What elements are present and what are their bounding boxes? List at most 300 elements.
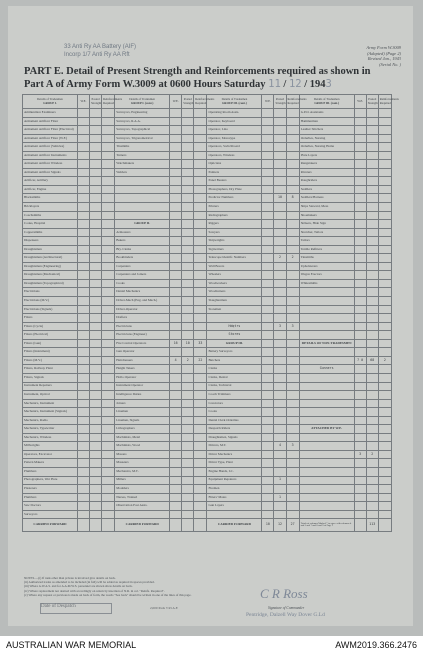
count-cell (194, 185, 207, 194)
count-cell (262, 237, 274, 246)
count-cell (182, 245, 194, 254)
count-cell (366, 134, 378, 143)
note-line: (v) Where any request or previous is made on back of form, the words "See back" should be written in one of the lines of this page. (24, 592, 192, 597)
count-cell (366, 117, 378, 126)
note-line: NOTES.—(i) If rank other than private is involved give details on back. (24, 576, 116, 580)
trade-label: Millers (115, 476, 170, 485)
count-cell (274, 365, 286, 374)
count-cell (182, 117, 194, 126)
count-cell (378, 476, 391, 485)
count-cell (102, 168, 115, 177)
count-cell (194, 391, 207, 400)
count-cell (286, 510, 299, 519)
count-cell (182, 391, 194, 400)
strength-table (22, 94, 399, 532)
table-row (23, 365, 392, 374)
count-cell (194, 203, 207, 212)
count-cell (262, 305, 274, 314)
count-cell (366, 220, 378, 229)
col-header-posted: Posted Strength (182, 95, 194, 109)
col-header-we: W.E. (77, 95, 89, 109)
trade-label: Observation Post Assts. (115, 502, 170, 511)
page-title: PART E. Detail of Present Strength and Reinforcements required as shown in Part A of Army Form W.3009 at 0600 Hours Saturday 11 / 12 / 1943 (24, 66, 371, 90)
trade-label: Lithographers (115, 425, 170, 434)
count-cell (194, 109, 207, 118)
trade-label: Intelligence Duties (115, 391, 170, 400)
trade-label (299, 476, 354, 485)
trade-label: Fitters' Mates (207, 493, 262, 502)
table-row (23, 109, 392, 118)
trade-label: Instrument Operator (115, 382, 170, 391)
count-cell (170, 177, 182, 186)
count-cell (274, 331, 286, 340)
count-cell (194, 168, 207, 177)
unit-stamp-line-1: 33 Anti Ry AA Battery (AIF) (64, 44, 137, 50)
trade-label: Saw Doctors (23, 502, 78, 511)
count-cell (77, 425, 89, 434)
trade-label: Fitters (Electrical) (23, 331, 78, 340)
table-row (23, 348, 392, 357)
count-cell (170, 109, 182, 118)
trade-label (299, 382, 354, 391)
count-cell (182, 297, 194, 306)
table-row (23, 425, 392, 434)
count-cell (170, 134, 182, 143)
count-cell (102, 185, 115, 194)
count-cell (194, 382, 207, 391)
count-cell (102, 425, 115, 434)
count-cell (286, 399, 299, 408)
trade-label: Driver Type, Plant (207, 459, 262, 468)
trade-label: Hairdressers (115, 356, 170, 365)
trade-label: Saddlers (299, 185, 354, 194)
count-cell (366, 271, 378, 280)
count-cell (182, 476, 194, 485)
count-cell (262, 442, 274, 451)
trade-label: Driver Mechanics (207, 450, 262, 459)
count-cell (89, 151, 101, 160)
count-cell (262, 271, 274, 280)
trade-label: Fitters (Cycle) (23, 322, 78, 331)
count-cell (77, 262, 89, 271)
count-cell (274, 348, 286, 357)
table-row (23, 254, 392, 263)
count-cell (89, 168, 101, 177)
count-cell (286, 476, 299, 485)
count-cell (182, 442, 194, 451)
trade-label: Bookbinders (115, 254, 170, 263)
title-text: PART E. Detail of Present Strength and Reinforcements required as shown in Part A of Army Form W.3009 at 0600 Hours Saturday (24, 66, 371, 90)
count-cell (262, 356, 274, 365)
count-cell (77, 510, 89, 519)
table-row (23, 134, 392, 143)
count-cell (274, 143, 286, 152)
count-cell (194, 245, 207, 254)
count-cell (262, 297, 274, 306)
count-cell (354, 322, 366, 331)
count-cell (102, 391, 115, 400)
count-cell (89, 288, 101, 297)
carried-total-value: 113 (366, 519, 378, 532)
count-cell (170, 245, 182, 254)
trade-label (207, 510, 262, 519)
count-cell (89, 399, 101, 408)
count-cell (286, 168, 299, 177)
trade-label: Operator, Keyboard (207, 117, 262, 126)
count-cell (262, 476, 274, 485)
count-cell (102, 408, 115, 417)
trade-label: Stretcher, Tailors (299, 228, 354, 237)
count-cell (262, 185, 274, 194)
count-cell (194, 134, 207, 143)
count-cell (89, 109, 101, 118)
trade-label: Artificer, Artillery (23, 177, 78, 186)
count-cell (378, 126, 391, 135)
count-cell (378, 425, 391, 434)
handwritten-value: 2 (286, 254, 299, 263)
count-cell (366, 365, 378, 374)
table-row (23, 262, 392, 271)
count-cell (274, 450, 286, 459)
trade-label: Strikers, Hide Sign (299, 220, 354, 229)
count-cell (89, 203, 101, 212)
trade-label: Saddlers/Harness (299, 194, 354, 203)
trade-label (299, 485, 354, 494)
count-cell (378, 459, 391, 468)
trade-label: Draughtsmen (Topographical) (23, 279, 78, 288)
count-cell (354, 502, 366, 511)
carried-total-value: 10 (262, 519, 274, 532)
count-cell (182, 485, 194, 494)
count-cell (170, 143, 182, 152)
trade-label: Masons (115, 450, 170, 459)
count-cell (194, 322, 207, 331)
count-cell (262, 194, 274, 203)
trade-label: Mechanics, Instrument (Signals) (23, 408, 78, 417)
count-cell (378, 450, 391, 459)
count-cell (354, 425, 366, 434)
count-cell (182, 433, 194, 442)
trade-label (299, 348, 354, 357)
count-cell (102, 373, 115, 382)
trade-label (299, 450, 354, 459)
count-cell (262, 134, 274, 143)
count-cell (102, 288, 115, 297)
form-notes (24, 576, 364, 597)
trade-label: Draughtsmen (Mechanical) (23, 271, 78, 280)
count-cell (170, 305, 182, 314)
count-cell (194, 373, 207, 382)
count-cell (274, 356, 286, 365)
count-cell (102, 382, 115, 391)
trade-label: Hollo Operator (115, 373, 170, 382)
table-row (23, 416, 392, 425)
count-cell (194, 510, 207, 519)
count-cell (170, 194, 182, 203)
count-cell (274, 109, 286, 118)
count-cell (378, 399, 391, 408)
table-row (23, 339, 392, 348)
trade-label (115, 177, 170, 186)
count-cell (182, 279, 194, 288)
count-cell (262, 348, 274, 357)
count-cell (102, 365, 115, 374)
count-cell (262, 382, 274, 391)
count-cell (89, 425, 101, 434)
count-cell (89, 194, 101, 203)
count-cell (274, 262, 286, 271)
handwritten-value: 3 (354, 450, 366, 459)
table-row (23, 450, 392, 459)
table-row (23, 126, 392, 135)
carried-total-value: 27 (286, 519, 299, 532)
count-cell (366, 399, 378, 408)
count-cell (366, 433, 378, 442)
count-cell (378, 442, 391, 451)
count-cell (194, 331, 207, 340)
count-cell (77, 339, 89, 348)
handwritten-value: 4 (170, 356, 182, 365)
count-cell (77, 228, 89, 237)
trade-label: Fitters (23, 314, 78, 323)
count-cell (77, 254, 89, 263)
count-cell (182, 348, 194, 357)
count-cell (170, 220, 182, 229)
count-cell (354, 408, 366, 417)
handwritten-value: 1 (274, 476, 286, 485)
count-cell (378, 467, 391, 476)
count-cell (262, 459, 274, 468)
count-cell (77, 519, 89, 532)
count-cell (102, 262, 115, 271)
trade-label: Coach Trimmers (207, 391, 262, 400)
trade-label: Riveters (299, 168, 354, 177)
count-cell (102, 305, 115, 314)
count-cell (354, 373, 366, 382)
count-cell (170, 203, 182, 212)
count-cell (77, 442, 89, 451)
count-cell (182, 203, 194, 212)
trade-label: Fitters (M.V.) (23, 356, 78, 365)
count-cell (286, 408, 299, 417)
count-cell (182, 519, 194, 532)
count-cell (274, 382, 286, 391)
count-cell (102, 194, 115, 203)
trade-label: Shipwrights (207, 237, 262, 246)
commander-signature: C R Ross (260, 586, 308, 601)
count-cell (378, 194, 391, 203)
count-cell (354, 339, 366, 348)
count-cell (378, 322, 391, 331)
count-cell (89, 442, 101, 451)
trade-label: Whitesmiths (299, 279, 354, 288)
unit-stamp (64, 44, 136, 59)
count-cell (378, 134, 391, 143)
count-cell (102, 502, 115, 511)
trade-label: Armament Artificer Fitter (Electrical) (23, 126, 78, 135)
count-cell (170, 262, 182, 271)
trade-label: Butchers (207, 356, 262, 365)
trade-label: Operator, Lino (207, 126, 262, 135)
count-cell (89, 339, 101, 348)
count-cell (182, 126, 194, 135)
count-cell (194, 442, 207, 451)
count-cell (89, 485, 101, 494)
count-cell (262, 510, 274, 519)
count-cell (274, 314, 286, 323)
table-row (23, 160, 392, 169)
count-cell (378, 203, 391, 212)
count-cell (378, 382, 391, 391)
count-cell (366, 425, 378, 434)
count-cell (194, 476, 207, 485)
count-cell (274, 305, 286, 314)
count-cell (366, 194, 378, 203)
count-cell (170, 450, 182, 459)
trade-label (299, 331, 354, 340)
count-cell (286, 348, 299, 357)
count-cell (354, 314, 366, 323)
count-cell (170, 237, 182, 246)
count-cell (366, 237, 378, 246)
trade-label: Panel Beaters (207, 177, 262, 186)
count-cell (354, 365, 366, 374)
trade-label (299, 399, 354, 408)
trade-label: Cooks, Hospital (23, 220, 78, 229)
count-cell (262, 416, 274, 425)
table-row (23, 143, 392, 152)
trade-label: Linemen (115, 408, 170, 417)
count-cell (354, 382, 366, 391)
count-cell (366, 510, 378, 519)
table-row (23, 408, 392, 417)
count-cell (77, 245, 89, 254)
count-cell (89, 433, 101, 442)
count-cell (378, 416, 391, 425)
count-cell (77, 331, 89, 340)
count-cell (378, 185, 391, 194)
count-cell (182, 237, 194, 246)
count-cell (194, 220, 207, 229)
trade-label (115, 510, 170, 519)
trade-label (299, 356, 354, 365)
count-cell (354, 151, 366, 160)
count-cell (77, 467, 89, 476)
carried-forward-label: CARRIED FORWARD (23, 519, 78, 532)
count-cell (182, 254, 194, 263)
count-cell (77, 220, 89, 229)
trade-label: Photographers, Dry Plate (207, 185, 262, 194)
table-row (23, 305, 392, 314)
trade-label: Draughtsmen, Signals (207, 433, 262, 442)
trade-label: Armament Artificer Signals (23, 168, 78, 177)
date-of-despatch-label: Date of Despatch (41, 604, 76, 609)
count-cell (262, 168, 274, 177)
count-cell (378, 339, 391, 348)
count-cell (274, 211, 286, 220)
count-cell (286, 416, 299, 425)
count-cell (262, 262, 274, 271)
count-cell (262, 211, 274, 220)
table-row (23, 271, 392, 280)
count-cell (170, 288, 182, 297)
count-cell (194, 459, 207, 468)
col-header-trade: Details of Tradesmen GROUP III. (cont.) (207, 95, 262, 109)
table-row (23, 314, 392, 323)
count-cell (182, 151, 194, 160)
count-cell (354, 279, 366, 288)
count-cell (274, 373, 286, 382)
count-cell (354, 211, 366, 220)
count-cell (354, 442, 366, 451)
count-cell (170, 467, 182, 476)
table-row (23, 203, 392, 212)
count-cell (274, 433, 286, 442)
count-cell (89, 356, 101, 365)
handwritten-value: 3 (274, 322, 286, 331)
handwritten-value: 3 (286, 442, 299, 451)
count-cell (286, 126, 299, 135)
count-cell (102, 254, 115, 263)
count-cell (182, 168, 194, 177)
table-row (23, 322, 392, 331)
count-cell (89, 254, 101, 263)
count-cell (182, 220, 194, 229)
note-line: (ii) Authorized trades as amended to be included (in full) will be added as required in spaces provided. (24, 580, 155, 585)
count-cell (378, 348, 391, 357)
count-cell (170, 331, 182, 340)
count-cell (354, 485, 366, 494)
count-cell (89, 476, 101, 485)
count-cell (262, 245, 274, 254)
carried-forward-row (23, 519, 392, 532)
trade-label: Drivers, M.T. (207, 442, 262, 451)
trade-label: Engine Hands, I.C. (207, 467, 262, 476)
carried-forward-label: CARRIED FORWARD (115, 519, 170, 532)
count-cell (274, 228, 286, 237)
count-cell (89, 305, 101, 314)
count-cell (182, 314, 194, 323)
unit-stamp-line-2: Incorp 1/7 Anti Ry AA Rft (64, 51, 130, 58)
count-cell (354, 476, 366, 485)
count-cell (366, 126, 378, 135)
count-cell (194, 425, 207, 434)
trade-label: Surveyors (23, 510, 78, 519)
trade-label: Linemen, Signals (115, 416, 170, 425)
count-cell (182, 143, 194, 152)
count-cell (182, 288, 194, 297)
trade-label: Rangetakers (299, 160, 354, 169)
count-cell (274, 245, 286, 254)
count-cell (262, 151, 274, 160)
table-row (23, 459, 392, 468)
table-row (23, 476, 392, 485)
count-cell (354, 126, 366, 135)
count-cell (89, 314, 101, 323)
trade-label: Electricians (Signals) (23, 305, 78, 314)
count-cell (102, 203, 115, 212)
count-cell (102, 442, 115, 451)
trade-label: Bricklayers (23, 203, 78, 212)
table-row (23, 433, 392, 442)
count-cell (77, 416, 89, 425)
trade-label: Gun Operator (115, 348, 170, 357)
count-cell (89, 185, 101, 194)
count-cell (170, 297, 182, 306)
trade-label: Operators, Excavator (23, 450, 78, 459)
count-cell (89, 502, 101, 511)
count-cell (77, 348, 89, 357)
